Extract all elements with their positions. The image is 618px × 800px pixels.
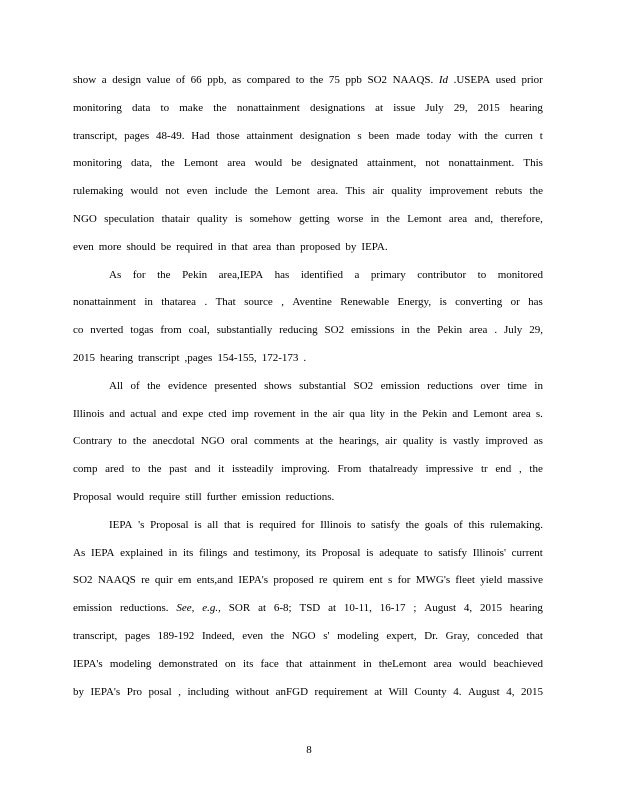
text-line: nonattainment in thatarea . That source , Aventine Renewable Energy, is converting or has	[73, 296, 543, 309]
text-line: by IEPA's Pro posal , including without anFGD requirement at Will County 4. August 4, 2015	[73, 685, 543, 698]
text-line: As IEPA explained in its filings and testimony, its Proposal is adequate to satisfy Illinois' current	[73, 546, 543, 559]
text-line: NGO speculation thatair quality is somehow getting worse in the Lemont area and, therefore,	[73, 212, 543, 225]
text-line: show a design value of 66 ppb, as compared to the 75 ppb SO2 NAAQS. Id .USEPA used prior	[73, 74, 543, 86]
text-line: transcript, pages 48-49. Had those attainment designation s been made today with the curren t	[73, 129, 543, 142]
text-line: Contrary to the anecdotal NGO oral comments at the hearings, air quality is vastly improved as	[73, 435, 543, 448]
text-line: Proposal would require still further emission reductions.	[73, 490, 335, 503]
text-line: even more should be required in that area than proposed by IEPA.	[73, 240, 388, 253]
text-line: SO2 NAAQS re quir em ents,and IEPA's proposed re quirem ent s for MWG's fleet yield massive	[73, 574, 543, 587]
text-line: comp ared to the past and it issteadily improving. From thatalready impressive tr end , the	[73, 463, 543, 476]
text-line: monitoring data, the Lemont area would be designated attainment, not nonattainment. This	[73, 157, 543, 170]
text-line: As for the Pekin area,IEPA has identified a primary contributor to monitored	[109, 268, 543, 281]
text-line: IEPA 's Proposal is all that is required for Illinois to satisfy the goals of this rulemaking.	[109, 518, 543, 531]
text-line: monitoring data to make the nonattainment designations at issue July 29, 2015 hearing	[73, 101, 543, 114]
text-line: All of the evidence presented shows substantial SO2 emission reductions over time in	[109, 379, 543, 392]
text-line: Illinois and actual and expe cted imp rovement in the air qua lity in the Pekin and Lemont area s.	[73, 407, 543, 420]
text-line: transcript, pages 189-192 Indeed, even the NGO s' modeling expert, Dr. Gray, conceded that	[73, 629, 543, 642]
body-text	[73, 67, 543, 706]
text-line: rulemaking would not even include the Lemont area. This air quality improvement rebuts the	[73, 185, 543, 198]
text-line: 2015 hearing transcript ,pages 154-155, 172-173 .	[73, 351, 307, 364]
page-number: 8	[306, 744, 312, 756]
text-line: IEPA's modeling demonstrated on its face that attainment in theLemont area would beachieved	[73, 657, 543, 670]
text-line: co nverted togas from coal, substantially reducing SO2 emissions in the Pekin area . July 29,	[73, 324, 543, 337]
text-line: emission reductions. See, e.g., SOR at 6-8; TSD at 10-11, 16-17 ; August 4, 2015 hearing	[73, 602, 543, 615]
